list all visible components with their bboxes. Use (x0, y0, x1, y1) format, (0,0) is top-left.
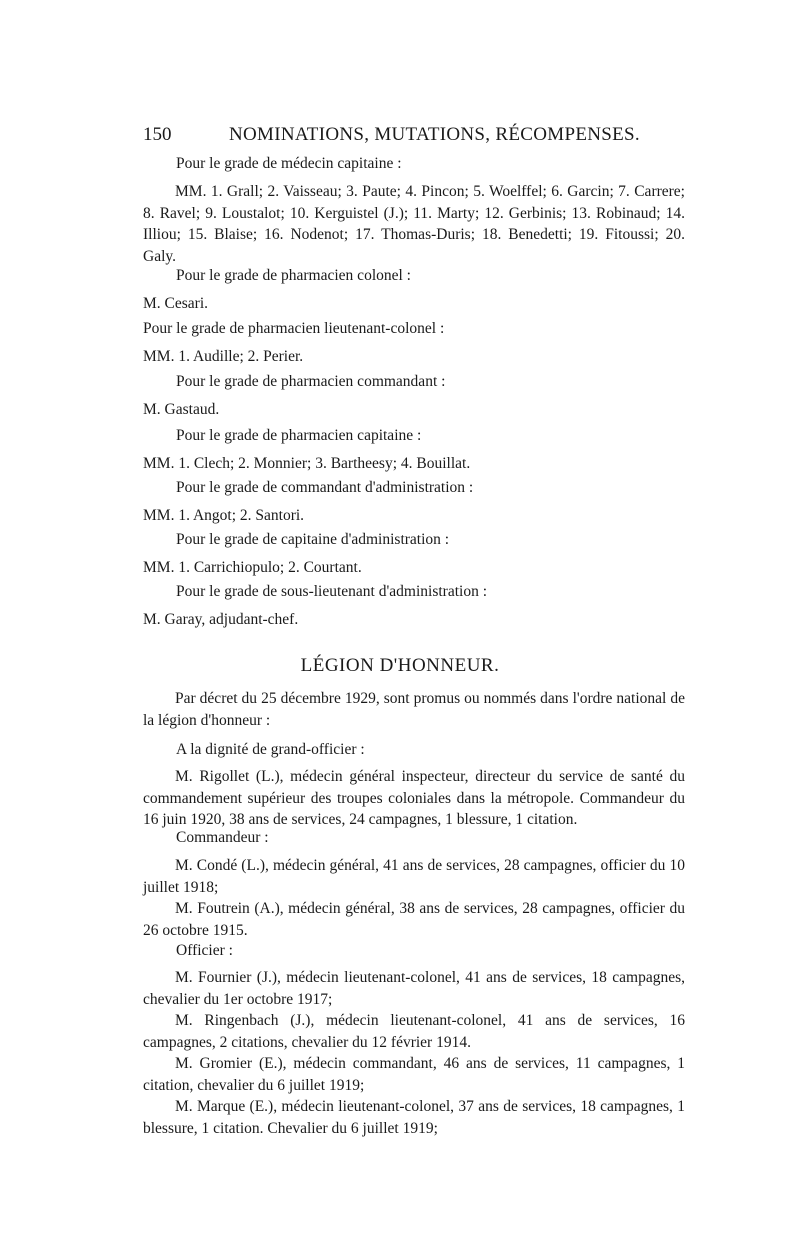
section-title: LÉGION D'HONNEUR. (300, 655, 500, 676)
section-heading: Pour le grade de sous-lieutenant d'administration : (176, 583, 487, 600)
nomination-entry: M. Gromier (E.), médecin commandant, 46 ans de services, 11 campagnes, 1 citation, chevalier du 6 juillet 1919; (143, 1055, 685, 1094)
nomination-entry: M. Marque (E.), médecin lieutenant-colonel, 37 ans de services, 18 campagnes, 1 blessure, 1 citation. Chevalier du 6 juillet 1919; (143, 1098, 685, 1137)
section-names: MM. 1. Carrichiopulo; 2. Courtant. (143, 559, 362, 576)
nomination-entry: M. Ringenbach (J.), médecin lieutenant-colonel, 41 ans de services, 16 campagnes, 2 citations, chevalier du 12 février 1914. (143, 1012, 685, 1051)
section-names: MM. 1. Angot; 2. Santori. (143, 507, 305, 524)
section-heading: Pour le grade de pharmacien lieutenant-colonel : (143, 320, 445, 337)
legion-intro: Par décret du 25 décembre 1929, sont promus ou nommés dans l'ordre national de la légion d'honneur : (143, 690, 685, 729)
nomination-entry: M. Condé (L.), médecin général, 41 ans de services, 28 campagnes, officier du 10 juillet 1918; (143, 857, 685, 896)
section-heading: Pour le grade de pharmacien capitaine : (176, 427, 422, 444)
section-heading: Pour le grade de pharmacien commandant : (176, 373, 446, 390)
section-heading: Pour le grade de pharmacien colonel : (176, 267, 411, 284)
section-names: M. Gastaud. (143, 401, 220, 418)
section-heading: Pour le grade de commandant d'administration : (176, 479, 474, 496)
nomination-entry: M. Fournier (J.), médecin lieutenant-colonel, 41 ans de services, 18 campagnes, chevalier du 1er octobre 1917; (143, 969, 685, 1008)
nomination-entry: M. Rigollet (L.), médecin général inspecteur, directeur du service de santé du commandement supérieur des troupes coloniales dans la métropole. Commandeur du 16 juin 1920, 38 ans de services, 24 campagnes, 1 blessure, 1 citation. (143, 768, 685, 828)
page-number: 150 (143, 124, 172, 145)
section-heading: Pour le grade de capitaine d'administration : (176, 531, 450, 548)
grand-officier-heading: A la dignité de grand-officier : (176, 741, 365, 758)
section-names: M. Garay, adjudant-chef. (143, 611, 299, 628)
nomination-entry: M. Foutrein (A.), médecin général, 38 ans de services, 28 campagnes, officier du 26 octobre 1915. (143, 900, 685, 939)
section-names: MM. 1. Audille; 2. Perier. (143, 348, 304, 365)
commandeur-heading: Commandeur : (176, 829, 269, 846)
section-names: MM. 1. Clech; 2. Monnier; 3. Bartheesy; 4. Bouillat. (143, 455, 471, 472)
running-title: NOMINATIONS, MUTATIONS, RÉCOMPENSES. (229, 124, 640, 145)
section-names: MM. 1. Grall; 2. Vaisseau; 3. Paute; 4. Pincon; 5. Woelffel; 6. Garcin; 7. Carrere; 8. Ravel; 9. Loustalot; 10. Kerguistel (J.); 11. Marty; 12. Gerbinis; 13. Robinaud; 14. Illiou; 15. Blaise; 16. Nodenot; 17. Thomas-Duris; 18. Benedetti; 19. Fitoussi; 20. Galy. (143, 183, 685, 265)
section-names: M. Cesari. (143, 295, 209, 312)
page-header (143, 124, 683, 152)
section-heading: Pour le grade de médecin capitaine : (176, 155, 402, 172)
officier-heading: Officier : (176, 942, 233, 959)
